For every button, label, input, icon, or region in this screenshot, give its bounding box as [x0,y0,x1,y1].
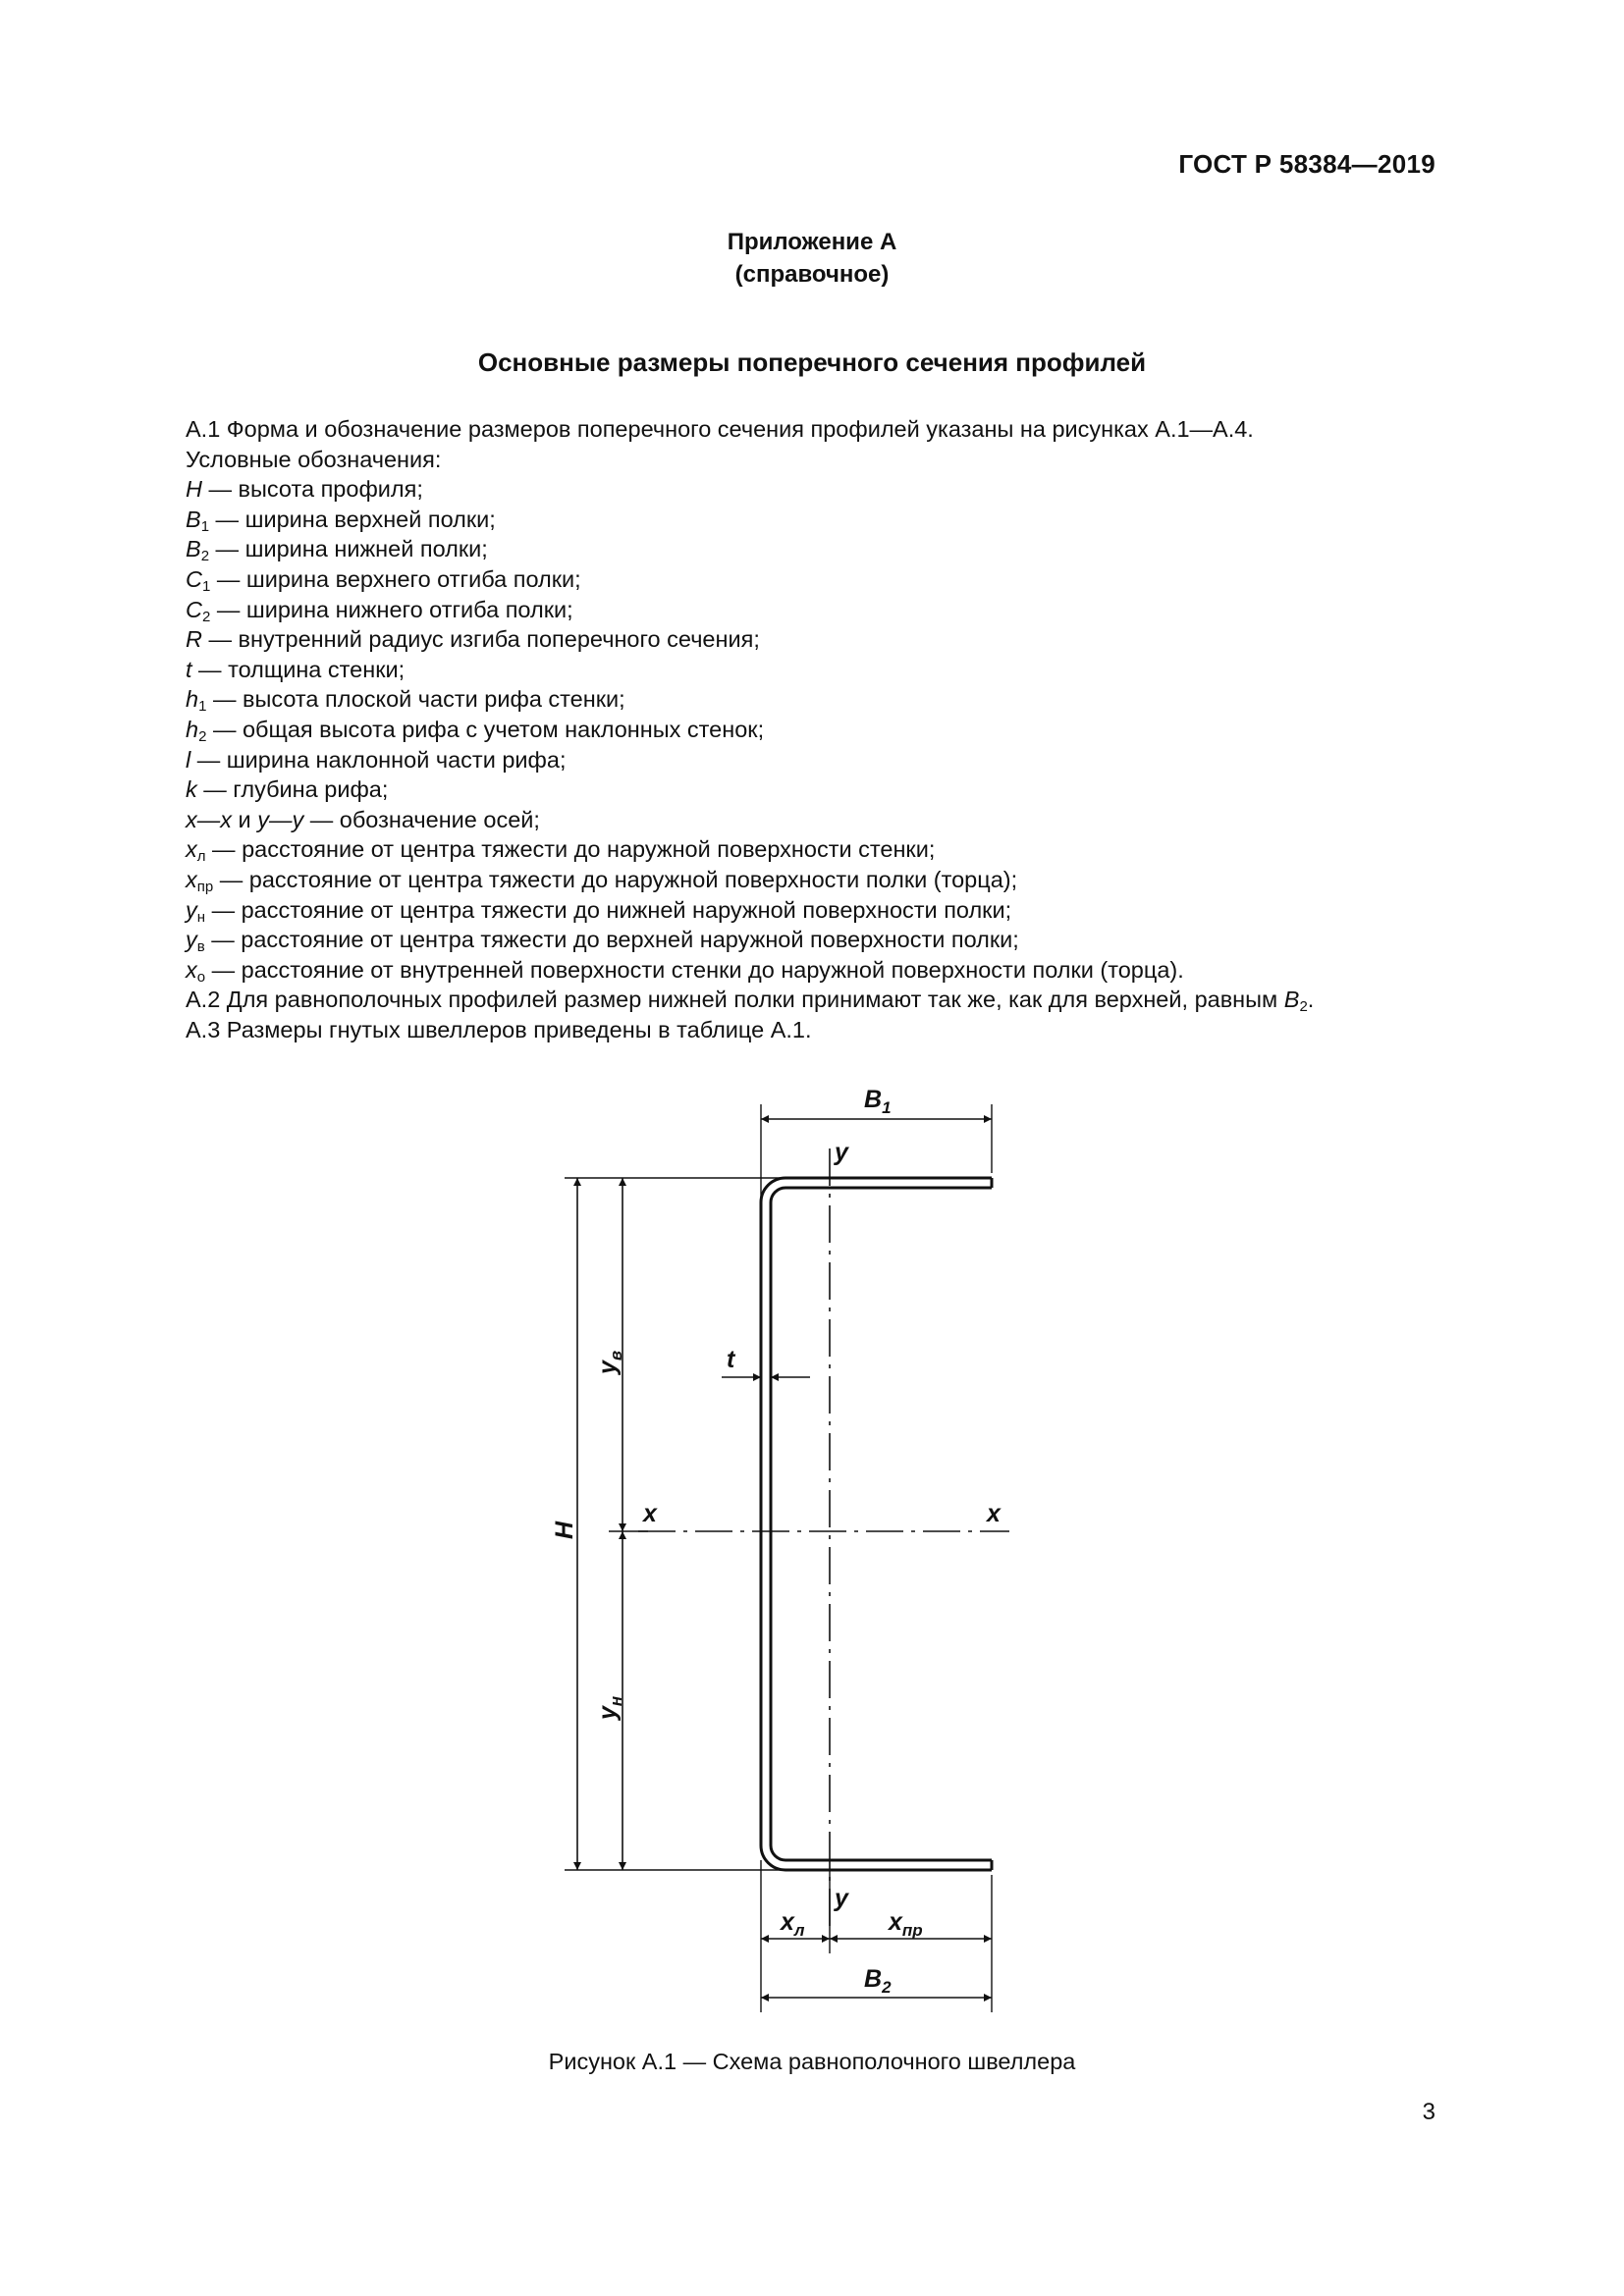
intro-paragraph: А.1 Форма и обозначение размеров поперечного сечения профилей указаны на рисунках А.1—А.4. [186,416,1254,442]
legend-item: $x_{пр}$ — расстояние от центра тяжести до наружной поверхности полки (торца); [186,866,1018,895]
label-h: H [551,1521,578,1539]
label-x-right: x [987,1500,1001,1527]
legend-item: $x_л$ — расстояние от центра тяжести до наружной поверхности стенки; [186,836,936,866]
extension-lines [565,1104,992,2012]
document-number: ГОСТ Р 58384—2019 [1178,149,1435,179]
annex-status: (справочное) [734,261,890,288]
label-xpr: $x_{пр}$ [889,1908,923,1940]
legend-item: $y_в$ — расстояние от центра тяжести до верхней наружной поверхности полки; [186,927,1019,956]
section-title: Основные размеры поперечного сечения профилей [477,347,1147,377]
legend-item: x—x и y—y — обозначение осей; [186,806,540,832]
legend-item: l — ширина наклонной части рифа; [186,746,567,773]
channel-profile [761,1178,992,1870]
annex-label: Приложение А [727,229,897,255]
dimension-lines [577,1119,992,1998]
legend-item: $y_н$ — расстояние от центра тяжести до нижней наружной поверхности полки; [186,896,1012,926]
label-y-bottom: y [835,1885,848,1912]
legend-item: $C_1$ — ширина верхнего отгиба полки; [186,565,581,595]
legend-title: Условные обозначения: [186,446,442,472]
legend-item: t — толщина стенки; [186,656,406,682]
label-b2: $B_2$ [864,1965,892,1997]
legend-item: $h_2$ — общая высота рифа с учетом наклонных стенок; [186,716,765,745]
label-y-top: y [835,1139,848,1166]
legend-item: $x_о$ — расстояние от внутренней поверхности стенки до наружной поверхности полки (торца). [186,956,1184,986]
legend-item: $B_1$ — ширина верхней полки; [186,506,496,535]
legend-item: H — высота профиля; [186,476,423,503]
label-yv: $y_в$ [594,1350,625,1374]
page-number: 3 [1422,2099,1435,2125]
legend-item: $C_2$ — ширина нижнего отгиба полки; [186,596,573,625]
label-xl: $x_л$ [781,1908,805,1940]
legend-item: $B_2$ — ширина нижней полки; [186,536,488,565]
legend-item: $h_1$ — высота плоской части рифа стенки; [186,686,625,716]
paragraph-a3: А.3 Размеры гнутых швеллеров приведены в таблице А.1. [186,1016,812,1042]
label-b1: $B_1$ [864,1086,892,1117]
label-yn: $y_н$ [594,1695,625,1720]
figure-caption: Рисунок А.1 — Схема равнополочного швеллера [548,2049,1076,2074]
legend-item: k — глубина рифа; [186,776,389,803]
label-x-left: x [643,1500,657,1527]
legend-item: R — внутренний радиус изгиба поперечного сечения; [186,626,760,653]
label-t: t [727,1346,735,1373]
paragraph-a2: А.2 Для равнополочных профилей размер нижней полки принимают так же, как для верхней, равным $B_2$. [186,987,1315,1016]
centroid-axes [638,1148,1009,1929]
